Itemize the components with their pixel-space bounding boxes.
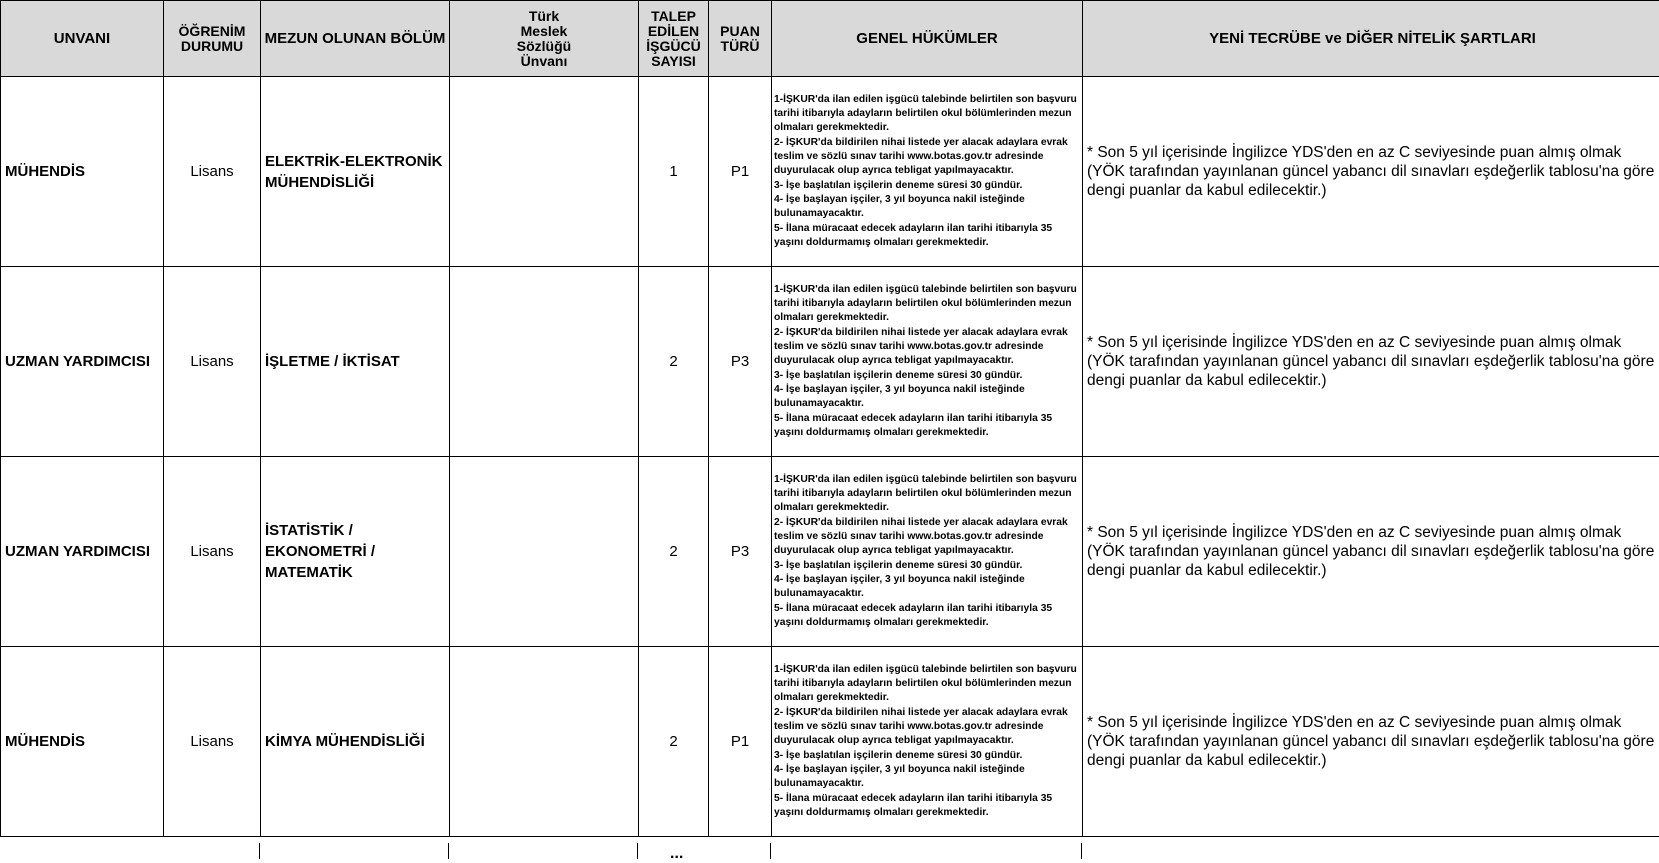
genel-hukum-line: 1-İŞKUR'da ilan edilen işgücü talebinde belirtilen son başvuru — [774, 283, 1079, 297]
genel-hukum-line: 4- İşe başlayan işçiler, 3 yıl boyunca nakil isteğinde — [774, 383, 1079, 397]
table-body — [1, 77, 1659, 837]
genel-hukum-line: 1-İŞKUR'da ilan edilen işgücü talebinde belirtilen son başvuru — [774, 663, 1079, 677]
header-ogrenim-line: DURUMU — [181, 38, 243, 54]
genel-hukumler-cell — [772, 77, 1083, 267]
genel-hukumler-cell — [772, 647, 1083, 837]
header-meslek — [450, 1, 639, 77]
header-ogrenim — [164, 1, 261, 77]
bolum-cell — [261, 457, 450, 647]
genel-hukum-line: 2- İŞKUR'da bildirilen nihai listede yer alacak adaylara evrak — [774, 326, 1079, 340]
table-continuation-line — [637, 843, 638, 859]
table-row — [1, 457, 1659, 647]
meslek-cell — [450, 77, 639, 267]
genel-hukum-line: duyurulacak olup ayrıca tebligat yapılmayacaktır. — [774, 354, 1079, 368]
genel-hukum-line: yaşını doldurmamış olmaları gerekmektedir. — [774, 236, 1079, 250]
header-meslek-line: Türk — [529, 8, 559, 24]
header-talep — [639, 1, 709, 77]
genel-hukum-line: 1-İŞKUR'da ilan edilen işgücü talebinde belirtilen son başvuru — [774, 93, 1079, 107]
genel-hukum-line: 2- İŞKUR'da bildirilen nihai listede yer alacak adaylara evrak — [774, 706, 1079, 720]
genel-hukum-line: 3- İşe başlatılan işçilerin deneme süresi 30 gündür. — [774, 369, 1079, 383]
genel-hukum-line: 4- İşe başlayan işçiler, 3 yıl boyunca nakil isteğinde — [774, 193, 1079, 207]
unvan-cell: UZMAN YARDIMCISI — [1, 267, 164, 457]
talep-sayisi-cell: 2 — [639, 457, 709, 647]
header-puan-line: PUAN — [720, 23, 760, 39]
puan-turu-cell: P3 — [709, 267, 772, 457]
header-ogrenim-line: ÖĞRENİM — [179, 23, 246, 39]
puan-turu-cell: P3 — [709, 457, 772, 647]
bolum-line: MÜHENDİSLİĞİ — [265, 172, 449, 193]
talep-sayisi-cell: 2 — [639, 267, 709, 457]
genel-hukum-line: bulunamayacaktır. — [774, 397, 1079, 411]
genel-hukum-line: tarihi itibarıyla adayların belirtilen okul bölümlerinden mezun — [774, 487, 1079, 501]
genel-hukum-line: olmaları gerekmektedir. — [774, 691, 1079, 705]
genel-hukum-line: olmaları gerekmektedir. — [774, 311, 1079, 325]
header-tecrube: YENİ TECRÜBE ve DİĞER NİTELİK ŞARTLARI — [1083, 1, 1659, 77]
bolum-line: EKONOMETRİ / — [265, 541, 449, 562]
genel-hukum-line: 3- İşe başlatılan işçilerin deneme süresi 30 gündür. — [774, 559, 1079, 573]
unvan-cell: UZMAN YARDIMCISI — [1, 457, 164, 647]
genel-hukum-line: teslim ve sözlü sınav tarihi www.botas.gov.tr adresinde — [774, 340, 1079, 354]
genel-hukumler-cell — [772, 267, 1083, 457]
genel-hukum-line: 4- İşe başlayan işçiler, 3 yıl boyunca nakil isteğinde — [774, 573, 1079, 587]
ogrenim-cell: Lisans — [164, 77, 261, 267]
bolum-cell — [261, 267, 450, 457]
genel-hukum-line: 4- İşe başlayan işçiler, 3 yıl boyunca nakil isteğinde — [774, 763, 1079, 777]
table-continuation-line — [770, 843, 771, 859]
ogrenim-cell: Lisans — [164, 647, 261, 837]
talep-sayisi-cell: 2 — [639, 647, 709, 837]
header-puan-line: TÜRÜ — [721, 38, 760, 54]
genel-hukum-line: bulunamayacaktır. — [774, 207, 1079, 221]
genel-hukum-line: bulunamayacaktır. — [774, 587, 1079, 601]
header-meslek-line: Sözlüğü — [517, 38, 571, 54]
genel-hukum-line: duyurulacak olup ayrıca tebligat yapılmayacaktır. — [774, 164, 1079, 178]
tecrube-cell: * Son 5 yıl içerisinde İngilizce YDS'den en az C seviyesinde puan almış olmak (YÖK tarafından yayınlanan güncel yabancı dil sınavları eşdeğerlik tablosu'na göre dengi puanlar da kabul edilecektir.) — [1083, 77, 1659, 267]
header-genel: GENEL HÜKÜMLER — [772, 1, 1083, 77]
genel-hukum-line: yaşını doldurmamış olmaları gerekmektedir. — [774, 616, 1079, 630]
header-meslek-line: Ünvanı — [521, 53, 568, 69]
bolum-cell — [261, 647, 450, 837]
genel-hukum-line: tarihi itibarıyla adayların belirtilen okul bölümlerinden mezun — [774, 297, 1079, 311]
table-continuation-line — [259, 843, 260, 859]
puan-turu-cell: P1 — [709, 77, 772, 267]
puan-turu-cell: P1 — [709, 647, 772, 837]
genel-hukumler-cell — [772, 457, 1083, 647]
genel-hukum-line: bulunamayacaktır. — [774, 777, 1079, 791]
genel-hukum-line: yaşını doldurmamış olmaları gerekmektedir. — [774, 806, 1079, 820]
ogrenim-cell: Lisans — [164, 457, 261, 647]
table-row — [1, 267, 1659, 457]
table-row — [1, 77, 1659, 267]
genel-hukum-line: teslim ve sözlü sınav tarihi www.botas.gov.tr adresinde — [774, 530, 1079, 544]
total-count: ... — [670, 845, 683, 863]
table-row — [1, 647, 1659, 837]
genel-hukum-line: duyurulacak olup ayrıca tebligat yapılmayacaktır. — [774, 544, 1079, 558]
header-puan — [709, 1, 772, 77]
header-talep-line: TALEP — [651, 8, 696, 24]
genel-hukum-line: duyurulacak olup ayrıca tebligat yapılmayacaktır. — [774, 734, 1079, 748]
bolum-line: İSTATİSTİK / — [265, 520, 449, 541]
tecrube-cell: * Son 5 yıl içerisinde İngilizce YDS'den en az C seviyesinde puan almış olmak (YÖK tarafından yayınlanan güncel yabancı dil sınavları eşdeğerlik tablosu'na göre dengi puanlar da kabul edilecektir.) — [1083, 647, 1659, 837]
header-talep-line: SAYISI — [651, 53, 696, 69]
bolum-line: MATEMATİK — [265, 562, 449, 583]
genel-hukum-line: 2- İŞKUR'da bildirilen nihai listede yer alacak adaylara evrak — [774, 136, 1079, 150]
genel-hukum-line: 5- İlana müracaat edecek adayların ilan tarihi itibarıyla 35 — [774, 602, 1079, 616]
bolum-line: ELEKTRİK-ELEKTRONİK — [265, 151, 449, 172]
header-meslek-line: Meslek — [521, 23, 568, 39]
genel-hukum-line: olmaları gerekmektedir. — [774, 121, 1079, 135]
genel-hukum-line: olmaları gerekmektedir. — [774, 501, 1079, 515]
genel-hukum-line: 5- İlana müracaat edecek adayların ilan tarihi itibarıyla 35 — [774, 222, 1079, 236]
genel-hukum-line: 2- İŞKUR'da bildirilen nihai listede yer alacak adaylara evrak — [774, 516, 1079, 530]
genel-hukum-line: 3- İşe başlatılan işçilerin deneme süresi 30 gündür. — [774, 179, 1079, 193]
talep-sayisi-cell: 1 — [639, 77, 709, 267]
bolum-line: KİMYA MÜHENDİSLİĞİ — [265, 731, 449, 752]
genel-hukum-line: 5- İlana müracaat edecek adayların ilan tarihi itibarıyla 35 — [774, 792, 1079, 806]
genel-hukum-line: 5- İlana müracaat edecek adayların ilan tarihi itibarıyla 35 — [774, 412, 1079, 426]
meslek-cell — [450, 647, 639, 837]
genel-hukum-line: yaşını doldurmamış olmaları gerekmektedir. — [774, 426, 1079, 440]
table-continuation-line — [448, 843, 449, 859]
unvan-cell: MÜHENDİS — [1, 77, 164, 267]
header-talep-line: İŞGÜCÜ — [646, 38, 700, 54]
bolum-cell — [261, 77, 450, 267]
meslek-cell — [450, 457, 639, 647]
genel-hukum-line: 1-İŞKUR'da ilan edilen işgücü talebinde belirtilen son başvuru — [774, 473, 1079, 487]
meslek-cell — [450, 267, 639, 457]
header-talep-line: EDİLEN — [648, 23, 699, 39]
bolum-line: İŞLETME / İKTİSAT — [265, 351, 449, 372]
tecrube-cell: * Son 5 yıl içerisinde İngilizce YDS'den en az C seviyesinde puan almış olmak (YÖK tarafından yayınlanan güncel yabancı dil sınavları eşdeğerlik tablosu'na göre dengi puanlar da kabul edilecektir.) — [1083, 457, 1659, 647]
table-continuation-line — [1081, 843, 1082, 859]
header-bolum: MEZUN OLUNAN BÖLÜM — [261, 1, 450, 77]
genel-hukum-line: teslim ve sözlü sınav tarihi www.botas.gov.tr adresinde — [774, 150, 1079, 164]
genel-hukum-line: tarihi itibarıyla adayların belirtilen okul bölümlerinden mezun — [774, 107, 1079, 121]
unvan-cell: MÜHENDİS — [1, 647, 164, 837]
tecrube-cell: * Son 5 yıl içerisinde İngilizce YDS'den en az C seviyesinde puan almış olmak (YÖK tarafından yayınlanan güncel yabancı dil sınavları eşdeğerlik tablosu'na göre dengi puanlar da kabul edilecektir.) — [1083, 267, 1659, 457]
table-header — [1, 1, 1659, 77]
genel-hukum-line: 3- İşe başlatılan işçilerin deneme süresi 30 gündür. — [774, 749, 1079, 763]
header-unvan: UNVANI — [1, 1, 164, 77]
genel-hukum-line: tarihi itibarıyla adayların belirtilen okul bölümlerinden mezun — [774, 677, 1079, 691]
genel-hukum-line: teslim ve sözlü sınav tarihi www.botas.gov.tr adresinde — [774, 720, 1079, 734]
ogrenim-cell: Lisans — [164, 267, 261, 457]
